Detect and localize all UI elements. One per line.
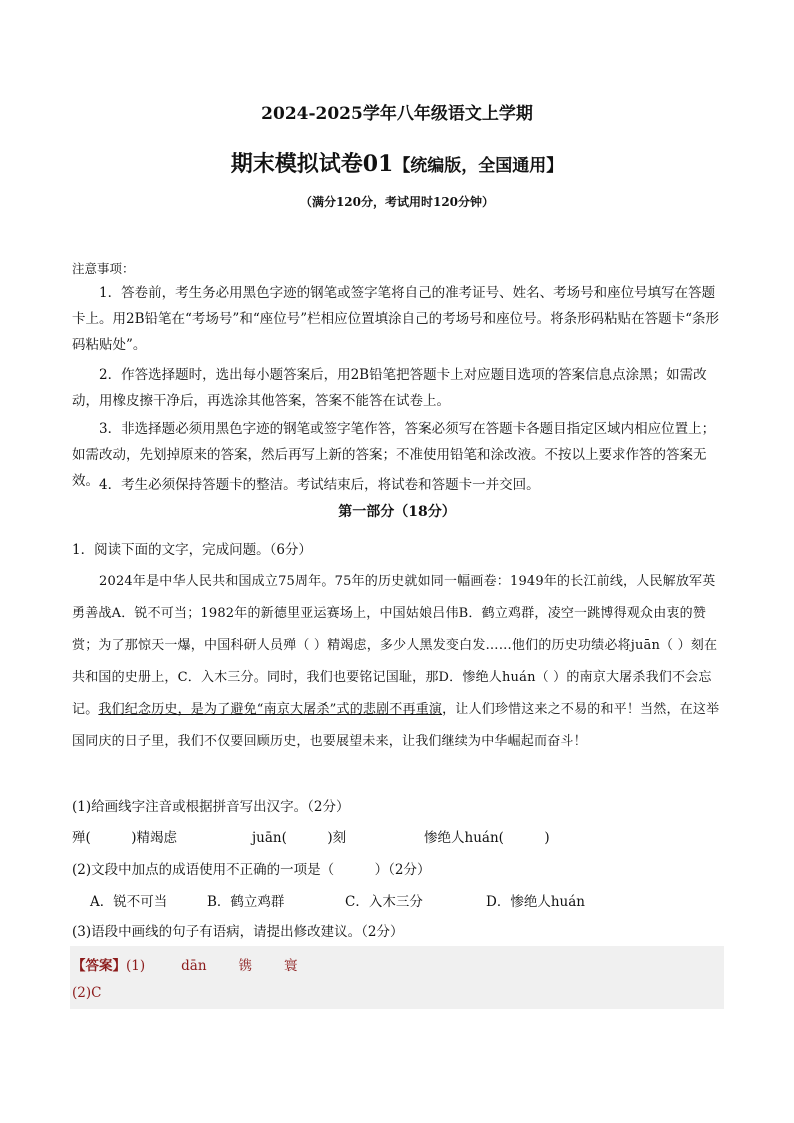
reading-passage — [72, 566, 722, 758]
notice-heading: 注意事项： — [72, 261, 135, 276]
subquestion-2: (2)文段中加点的成语使用不正确的一项是（ ）（2分） — [72, 862, 431, 878]
section-title: 第一部分（18分） — [338, 504, 456, 520]
answer-value: 镌 — [238, 958, 253, 974]
option-c: C．入木三分 — [345, 894, 423, 910]
option-a: A．锐不可当 — [90, 894, 168, 910]
answer-value: 寰 — [284, 958, 298, 974]
subquestion-1-blanks — [72, 826, 722, 846]
subquestion-2-options — [90, 890, 710, 910]
answer-prefix: (1) — [126, 958, 146, 974]
option-b: B．鹤立鸡群 — [207, 894, 285, 910]
exam-title — [0, 147, 794, 178]
notice-item: 3．非选择题必须用黑色字迹的钢笔或签字笔作答，答案必须写在答题卡各题目指定区域内相应位置上；如需改动，先划掉原来的答案，然后再写上新的答案；不准使用铅笔和涂改液。不按以上要求作答的答案无效。 — [72, 421, 716, 489]
answer-value: dān — [181, 958, 207, 974]
subquestion-3: (3)语段中画线的句子有语病，请提出修改建议。（2分） — [72, 924, 404, 940]
option-d: D．惨绝人huán — [486, 894, 585, 910]
notice-item: 2．作答选择题时，选出每小题答案后，用2B铅笔把答题卡上对应题目选项的答案信息点涂黑；如需改动，用橡皮擦干净后，再选涂其他答案，答案不能答在试卷上。 — [72, 367, 707, 409]
passage-text: ，让人们珍惜这来之不易的和平！当然，在这举国同庆的日子里，我们不仅要回顾历史，也要展望未来，让我们继续为中华崛起而奋斗！ — [72, 702, 720, 749]
passage-text: 2024年是中华人民共和国成立75周年。75年的历史就如同一幅画卷：1949年的长江前线，人民解放军英勇善战A．锐不可当；1982年的新德里亚运赛场上，中国姑娘吕伟B．鹤立鸡群，凌空一跳博得观众由衷的赞赏；为了那惊天一爆，中国科研人员殚（ ）精竭虑，多少人黑发变白发……他们的历史功绩必将juān（ ）刻在共和国的史册上，C．入木三分。同时，我们也要铭记国耻，那D．惨绝人huán（ ）的南京大屠杀我们不会忘记。 — [72, 574, 718, 717]
subquestion-1: (1)给画线字注音或根据拼音写出汉字。（2分） — [72, 799, 350, 815]
notice-item: 1．答卷前，考生务必用黑色字迹的钢笔或签字笔将自己的准考证号、姓名、考场号和座位号填写在答题卡上。用2B铅笔在“考场号”和“座位号”栏相应位置填涂自己的考场号和座位号。将条形码粘贴在答题卡“条形码粘贴处”。 — [72, 285, 720, 353]
exam-subtitle: （满分120分，考试用时120分钟） — [299, 195, 495, 209]
blank-item: 惨绝人huán( ) — [424, 830, 550, 846]
question-title — [72, 538, 312, 558]
exam-title-main: 期末模拟试卷01 — [230, 151, 394, 177]
blank-item: juān( )刻 — [252, 830, 347, 846]
answer-label: 【答案】 — [72, 958, 126, 974]
exam-year-title: 2024-2025学年八年级语文上学期 — [261, 104, 533, 124]
exam-title-tag: 【统编版，全国通用】 — [393, 156, 564, 176]
passage-underlined-sentence: 我们纪念历史，是为了避免“南京大屠杀”式的悲剧不再重演 — [98, 702, 443, 717]
answer-line-2: (2)C — [72, 985, 102, 1001]
answer-line-1 — [72, 954, 298, 974]
question-title-text: 1．阅读下面的文字，完成问题。（6分） — [72, 542, 312, 558]
notice-item: 4．考生必须保持答题卡的整洁。考试结束后，将试卷和答题卡一并交回。 — [99, 477, 540, 493]
blank-item: 殚( )精竭虑 — [72, 830, 178, 846]
